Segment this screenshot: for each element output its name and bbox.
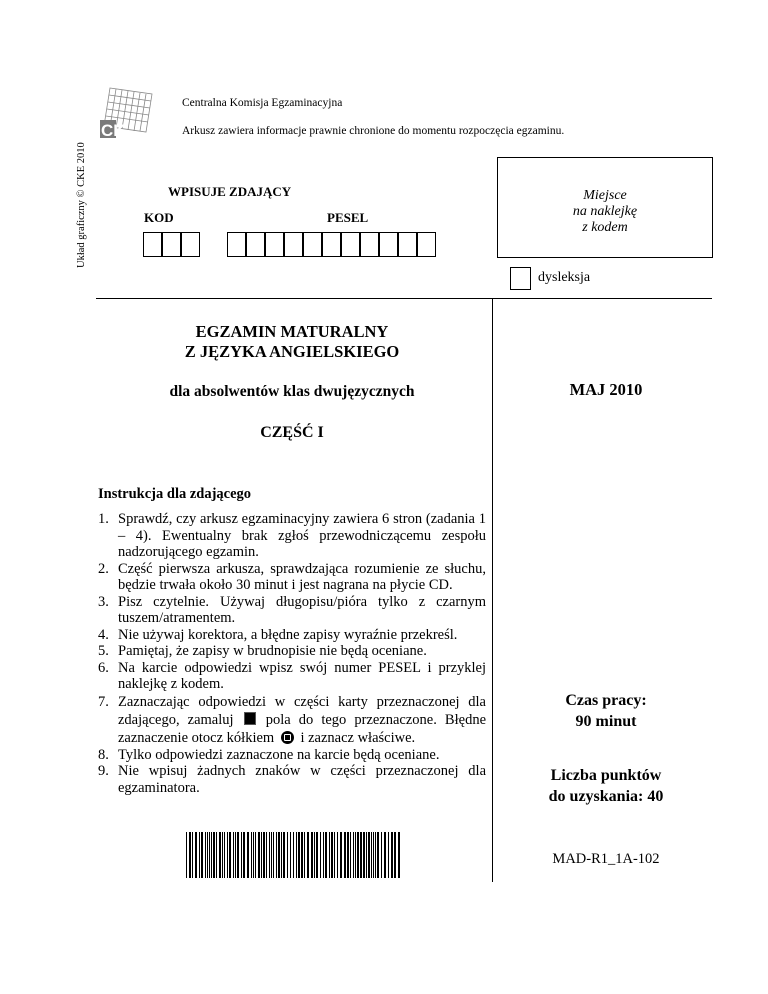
pesel-digit-cell[interactable] xyxy=(360,232,379,257)
exam-title xyxy=(98,322,486,362)
instruction-item xyxy=(98,643,486,660)
instruction-item xyxy=(98,594,486,627)
kod-label: KOD xyxy=(144,210,174,225)
instruction-number: 6. xyxy=(98,659,109,676)
kod-digit-cell[interactable] xyxy=(143,232,162,257)
sticker-line-2: na naklejkę xyxy=(572,204,638,219)
instruction-number: 2. xyxy=(98,560,109,577)
pesel-digit-cell[interactable] xyxy=(284,232,303,257)
pesel-digit-cell[interactable] xyxy=(227,232,246,257)
instruction-number: 5. xyxy=(98,643,109,659)
instruction-item xyxy=(98,511,486,561)
instruction-text: Nie wpisuj żadnych znaków w części przeznaczonej dla egzaminatora. xyxy=(118,763,486,796)
instruction-number: 7. xyxy=(98,693,109,710)
instruction-item xyxy=(98,693,486,747)
instruction-text: Zaznaczając odpowiedzi w części karty przeznaczonej dla zdającego, zamaluj xyxy=(118,693,486,728)
instruction-item xyxy=(98,627,486,644)
exam-part: CZĘŚĆ I xyxy=(260,424,324,441)
instruction-number: 9. xyxy=(98,763,109,779)
exam-code: MAD-R1_1A-102 xyxy=(552,851,660,867)
legal-notice: Arkusz zawiera informacje prawnie chronione do momentu rozpoczęcia egzaminu. xyxy=(182,125,565,137)
graphic-credit: Układ graficzny © CKE 2010 xyxy=(76,142,87,268)
time-line-1: Czas pracy: xyxy=(565,692,647,709)
instruction-text: Część pierwsza arkusza, sprawdzająca rozumienie ze słuchu, będzie trwała około 30 minut i jest nagrana na płycie CD. xyxy=(118,560,486,593)
dyslexia-checkbox[interactable] xyxy=(510,267,531,290)
kod-digit-cell[interactable] xyxy=(162,232,181,257)
instruction-item xyxy=(98,561,486,594)
pesel-label: PESEL xyxy=(327,210,369,225)
instruction-text: Pisz czytelnie. Używaj długopisu/pióra tylko z czarnym tuszem/atramentem. xyxy=(118,593,486,626)
filled-square-icon xyxy=(244,712,256,725)
instruction-number: 3. xyxy=(98,593,109,610)
instruction-item xyxy=(98,763,486,796)
exam-title-line-2: Z JĘZYKA ANGIELSKIEGO xyxy=(184,342,400,361)
institution-name: Centralna Komisja Egzaminacyjna xyxy=(182,97,343,109)
circled-mark-icon xyxy=(281,731,294,744)
dyslexia-label: dysleksja xyxy=(538,270,591,285)
pesel-digit-cell[interactable] xyxy=(303,232,322,257)
pesel-digit-cell[interactable] xyxy=(265,232,284,257)
points-info xyxy=(496,765,716,807)
exam-subtitle: dla absolwentów klas dwujęzycznych xyxy=(169,383,415,400)
points-line-2: do uzyskania: 40 xyxy=(548,788,664,805)
time-line-2: 90 minut xyxy=(575,713,637,730)
barcode-icon xyxy=(186,832,402,878)
instruction-item xyxy=(98,660,486,693)
instructions-list xyxy=(98,511,486,796)
horizontal-divider xyxy=(96,298,712,299)
instruction-number: 8. xyxy=(98,746,109,763)
instruction-text: pola do tego przeznaczone. Błędne zaznaczenie otocz kółkiem xyxy=(118,711,487,746)
instruction-item xyxy=(98,747,486,764)
svg-text:CK: CK xyxy=(101,121,126,140)
instruction-text: Nie używaj korektora, a błędne zapisy wyraźnie przekreśl. xyxy=(118,626,458,643)
exam-title-line-1: EGZAMIN MATURALNY xyxy=(195,322,389,341)
instruction-text: i zaznacz właściwe. xyxy=(300,729,416,746)
pesel-digit-cell[interactable] xyxy=(246,232,265,257)
kod-digit-cell[interactable] xyxy=(181,232,200,257)
pesel-digit-cell[interactable] xyxy=(379,232,398,257)
exam-date: MAJ 2010 xyxy=(569,380,643,399)
pesel-digit-cell[interactable] xyxy=(398,232,417,257)
instruction-text: Pamiętaj, że zapisy w brudnopisie nie będą oceniane. xyxy=(118,643,427,659)
student-fill-title: WPISUJE ZDAJĄCY xyxy=(168,184,292,199)
instructions-heading: Instrukcja dla zdającego xyxy=(98,486,252,502)
cke-logo-icon xyxy=(96,82,158,144)
sticker-line-1: Miejsce xyxy=(583,188,627,203)
instruction-number: 1. xyxy=(98,511,109,527)
pesel-digit-cell[interactable] xyxy=(322,232,341,257)
sticker-line-3: z kodem xyxy=(582,220,628,235)
instruction-text: Na karcie odpowiedzi wpisz swój numer PESEL i przyklej naklejkę z kodem. xyxy=(118,659,486,692)
points-line-1: Liczba punktów xyxy=(550,767,662,784)
sticker-text xyxy=(497,188,713,236)
time-info xyxy=(496,690,716,732)
instruction-number: 4. xyxy=(98,626,109,643)
pesel-digit-cell[interactable] xyxy=(341,232,360,257)
instruction-text: Tylko odpowiedzi zaznaczone na karcie będą oceniane. xyxy=(118,746,440,763)
pesel-digit-cell[interactable] xyxy=(417,232,436,257)
instruction-text: Sprawdź, czy arkusz egzaminacyjny zawiera 6 stron (zadania 1 – 4). Ewentualny brak zgłoś przewodniczącemu zespołu nadzorującego egzamin. xyxy=(118,511,486,560)
vertical-divider xyxy=(492,298,493,882)
